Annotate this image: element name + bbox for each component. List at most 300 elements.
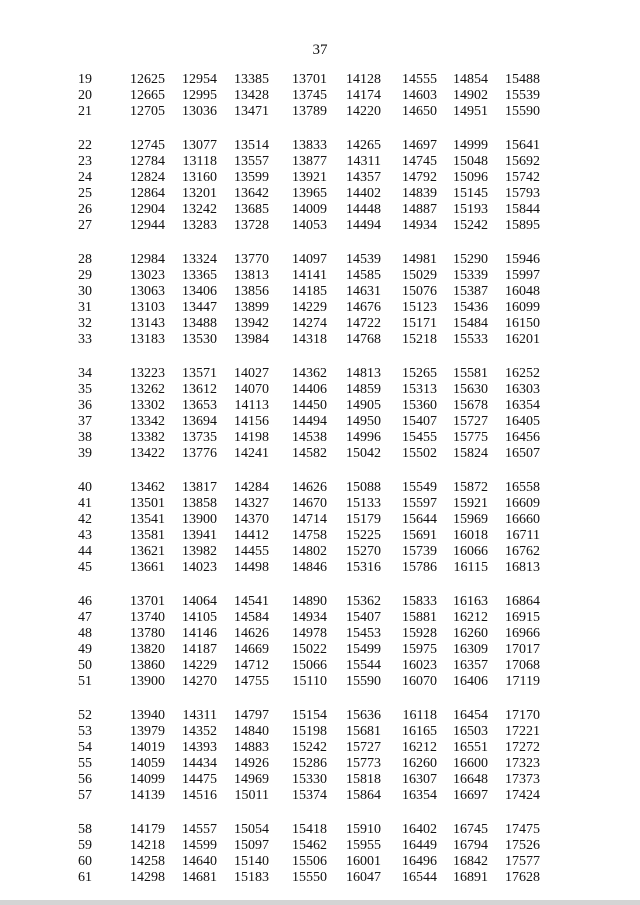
row-index-cell: 57 bbox=[78, 788, 92, 803]
value-cell: 15484 bbox=[453, 316, 488, 331]
value-cell: 15739 bbox=[402, 544, 437, 559]
value-cell: 14555 bbox=[402, 72, 437, 87]
value-cell: 15316 bbox=[346, 560, 381, 575]
value-cell: 16551 bbox=[453, 740, 488, 755]
value-cell: 17272 bbox=[505, 740, 540, 755]
value-cell: 13860 bbox=[130, 658, 165, 673]
value-cell: 13077 bbox=[182, 138, 217, 153]
value-cell: 15955 bbox=[346, 838, 381, 853]
value-cell: 14516 bbox=[182, 788, 217, 803]
value-cell: 14599 bbox=[182, 838, 217, 853]
value-cell: 14539 bbox=[346, 252, 381, 267]
value-cell: 15969 bbox=[453, 512, 488, 527]
value-cell: 14448 bbox=[346, 202, 381, 217]
value-cell: 13471 bbox=[234, 104, 269, 119]
value-cell: 14229 bbox=[292, 300, 327, 315]
row-index-cell: 28 bbox=[78, 252, 92, 267]
table-row bbox=[78, 560, 540, 576]
value-cell: 15644 bbox=[402, 512, 437, 527]
value-cell: 16449 bbox=[402, 838, 437, 853]
value-cell: 13382 bbox=[130, 430, 165, 445]
value-cell: 14584 bbox=[234, 610, 269, 625]
table-row bbox=[78, 854, 540, 870]
row-index-cell: 54 bbox=[78, 740, 92, 755]
group-spacer-cell bbox=[78, 804, 540, 822]
value-cell: 15183 bbox=[234, 870, 269, 885]
value-cell: 13701 bbox=[292, 72, 327, 87]
value-cell: 14999 bbox=[453, 138, 488, 153]
value-cell: 15636 bbox=[346, 708, 381, 723]
value-cell: 16864 bbox=[505, 594, 540, 609]
table-row bbox=[78, 202, 540, 218]
value-cell: 16118 bbox=[402, 708, 437, 723]
value-cell: 14070 bbox=[234, 382, 269, 397]
value-cell: 13813 bbox=[234, 268, 269, 283]
value-cell: 15242 bbox=[292, 740, 327, 755]
value-cell: 13063 bbox=[130, 284, 165, 299]
value-cell: 15313 bbox=[402, 382, 437, 397]
row-index-cell: 41 bbox=[78, 496, 92, 511]
value-cell: 16813 bbox=[505, 560, 540, 575]
value-cell: 16150 bbox=[505, 316, 540, 331]
value-cell: 16891 bbox=[453, 870, 488, 885]
value-cell: 12705 bbox=[130, 104, 165, 119]
group-spacer-cell bbox=[78, 348, 540, 366]
value-cell: 14839 bbox=[402, 186, 437, 201]
value-cell: 14996 bbox=[346, 430, 381, 445]
value-cell: 16966 bbox=[505, 626, 540, 641]
table-row bbox=[78, 870, 540, 886]
value-cell: 15133 bbox=[346, 496, 381, 511]
row-index-cell: 19 bbox=[78, 72, 92, 87]
row-index-cell: 33 bbox=[78, 332, 92, 347]
value-cell: 12995 bbox=[182, 88, 217, 103]
table-row bbox=[78, 218, 540, 234]
value-cell: 16354 bbox=[402, 788, 437, 803]
value-cell: 16018 bbox=[453, 528, 488, 543]
value-cell: 14802 bbox=[292, 544, 327, 559]
value-cell: 12954 bbox=[182, 72, 217, 87]
value-cell: 13728 bbox=[234, 218, 269, 233]
value-cell: 13514 bbox=[234, 138, 269, 153]
value-cell: 14009 bbox=[292, 202, 327, 217]
table-row bbox=[78, 72, 540, 88]
value-cell: 13735 bbox=[182, 430, 217, 445]
value-cell: 15110 bbox=[292, 674, 327, 689]
value-cell: 15997 bbox=[505, 268, 540, 283]
row-index-cell: 26 bbox=[78, 202, 92, 217]
value-cell: 13530 bbox=[182, 332, 217, 347]
value-cell: 14768 bbox=[346, 332, 381, 347]
value-cell: 16762 bbox=[505, 544, 540, 559]
value-cell: 13701 bbox=[130, 594, 165, 609]
table-row bbox=[78, 186, 540, 202]
value-cell: 16357 bbox=[453, 658, 488, 673]
value-cell: 14274 bbox=[292, 316, 327, 331]
table-row bbox=[78, 366, 540, 382]
row-index-cell: 36 bbox=[78, 398, 92, 413]
table-row bbox=[78, 708, 540, 724]
value-cell: 15270 bbox=[346, 544, 381, 559]
value-cell: 14402 bbox=[346, 186, 381, 201]
value-cell: 14311 bbox=[346, 154, 381, 169]
value-cell: 17628 bbox=[505, 870, 540, 885]
table-row bbox=[78, 626, 540, 642]
value-cell: 15242 bbox=[453, 218, 488, 233]
value-cell: 16115 bbox=[453, 560, 488, 575]
value-cell: 13501 bbox=[130, 496, 165, 511]
value-cell: 15218 bbox=[402, 332, 437, 347]
value-cell: 15179 bbox=[346, 512, 381, 527]
row-index-cell: 47 bbox=[78, 610, 92, 625]
value-cell: 14603 bbox=[402, 88, 437, 103]
value-cell: 14327 bbox=[234, 496, 269, 511]
value-cell: 16354 bbox=[505, 398, 540, 413]
value-cell: 15533 bbox=[453, 332, 488, 347]
value-cell: 16503 bbox=[453, 724, 488, 739]
value-cell: 14027 bbox=[234, 366, 269, 381]
value-cell: 16023 bbox=[402, 658, 437, 673]
value-cell: 15678 bbox=[453, 398, 488, 413]
table-row bbox=[78, 138, 540, 154]
table-row bbox=[78, 674, 540, 690]
value-cell: 16406 bbox=[453, 674, 488, 689]
value-cell: 16794 bbox=[453, 838, 488, 853]
row-index-cell: 25 bbox=[78, 186, 92, 201]
value-cell: 14846 bbox=[292, 560, 327, 575]
table-row bbox=[78, 316, 540, 332]
value-cell: 12944 bbox=[130, 218, 165, 233]
value-cell: 15096 bbox=[453, 170, 488, 185]
row-index-cell: 58 bbox=[78, 822, 92, 837]
value-cell: 15872 bbox=[453, 480, 488, 495]
value-cell: 13201 bbox=[182, 186, 217, 201]
value-cell: 16558 bbox=[505, 480, 540, 495]
value-cell: 14978 bbox=[292, 626, 327, 641]
value-cell: 14019 bbox=[130, 740, 165, 755]
value-cell: 15054 bbox=[234, 822, 269, 837]
value-cell: 14714 bbox=[292, 512, 327, 527]
value-cell: 15844 bbox=[505, 202, 540, 217]
table-row bbox=[78, 788, 540, 804]
value-cell: 14475 bbox=[182, 772, 217, 787]
value-cell: 15225 bbox=[346, 528, 381, 543]
table-row bbox=[78, 154, 540, 170]
value-cell: 16066 bbox=[453, 544, 488, 559]
value-cell: 16842 bbox=[453, 854, 488, 869]
table-row bbox=[78, 496, 540, 512]
value-cell: 14631 bbox=[346, 284, 381, 299]
table-body bbox=[78, 72, 540, 886]
value-cell: 16544 bbox=[402, 870, 437, 885]
value-cell: 16405 bbox=[505, 414, 540, 429]
row-index-cell: 23 bbox=[78, 154, 92, 169]
value-cell: 16402 bbox=[402, 822, 437, 837]
value-cell: 14185 bbox=[292, 284, 327, 299]
value-cell: 14758 bbox=[292, 528, 327, 543]
table-row bbox=[78, 332, 540, 348]
value-cell: 16915 bbox=[505, 610, 540, 625]
value-cell: 14950 bbox=[346, 414, 381, 429]
value-cell: 15590 bbox=[346, 674, 381, 689]
value-cell: 15290 bbox=[453, 252, 488, 267]
value-cell: 15198 bbox=[292, 724, 327, 739]
value-cell: 16165 bbox=[402, 724, 437, 739]
value-cell: 15692 bbox=[505, 154, 540, 169]
value-cell: 15581 bbox=[453, 366, 488, 381]
value-cell: 14113 bbox=[234, 398, 269, 413]
value-cell: 13740 bbox=[130, 610, 165, 625]
table-row bbox=[78, 822, 540, 838]
row-index-cell: 21 bbox=[78, 104, 92, 119]
value-cell: 13941 bbox=[182, 528, 217, 543]
row-index-cell: 32 bbox=[78, 316, 92, 331]
value-cell: 12784 bbox=[130, 154, 165, 169]
row-index-cell: 55 bbox=[78, 756, 92, 771]
group-spacer-cell bbox=[78, 462, 540, 480]
value-cell: 15793 bbox=[505, 186, 540, 201]
value-cell: 15597 bbox=[402, 496, 437, 511]
value-cell: 17170 bbox=[505, 708, 540, 723]
value-cell: 13877 bbox=[292, 154, 327, 169]
value-cell: 14981 bbox=[402, 252, 437, 267]
value-cell: 13118 bbox=[182, 154, 217, 169]
row-index-cell: 49 bbox=[78, 642, 92, 657]
table-row bbox=[78, 772, 540, 788]
data-table bbox=[78, 72, 540, 886]
row-index-cell: 60 bbox=[78, 854, 92, 869]
value-cell: 13406 bbox=[182, 284, 217, 299]
group-spacer bbox=[78, 804, 540, 822]
value-cell: 14626 bbox=[234, 626, 269, 641]
value-cell: 15462 bbox=[292, 838, 327, 853]
value-cell: 15786 bbox=[402, 560, 437, 575]
row-index-cell: 50 bbox=[78, 658, 92, 673]
row-index-cell: 45 bbox=[78, 560, 92, 575]
table-row bbox=[78, 658, 540, 674]
value-cell: 14146 bbox=[182, 626, 217, 641]
value-cell: 15590 bbox=[505, 104, 540, 119]
value-cell: 15123 bbox=[402, 300, 437, 315]
value-cell: 15145 bbox=[453, 186, 488, 201]
row-index-cell: 48 bbox=[78, 626, 92, 641]
value-cell: 13447 bbox=[182, 300, 217, 315]
row-index-cell: 37 bbox=[78, 414, 92, 429]
value-cell: 14141 bbox=[292, 268, 327, 283]
value-cell: 14541 bbox=[234, 594, 269, 609]
value-cell: 15549 bbox=[402, 480, 437, 495]
value-cell: 12824 bbox=[130, 170, 165, 185]
row-index-cell: 22 bbox=[78, 138, 92, 153]
value-cell: 14859 bbox=[346, 382, 381, 397]
value-cell: 13770 bbox=[234, 252, 269, 267]
value-cell: 15097 bbox=[234, 838, 269, 853]
table-row bbox=[78, 170, 540, 186]
value-cell: 15727 bbox=[346, 740, 381, 755]
value-cell: 16047 bbox=[346, 870, 381, 885]
value-cell: 13694 bbox=[182, 414, 217, 429]
row-index-cell: 39 bbox=[78, 446, 92, 461]
value-cell: 17526 bbox=[505, 838, 540, 853]
value-cell: 15140 bbox=[234, 854, 269, 869]
value-cell: 12984 bbox=[130, 252, 165, 267]
value-cell: 14105 bbox=[182, 610, 217, 625]
value-cell: 15455 bbox=[402, 430, 437, 445]
value-cell: 15436 bbox=[453, 300, 488, 315]
value-cell: 15011 bbox=[234, 788, 269, 803]
value-cell: 15824 bbox=[453, 446, 488, 461]
value-cell: 13302 bbox=[130, 398, 165, 413]
row-index-cell: 34 bbox=[78, 366, 92, 381]
group-spacer bbox=[78, 120, 540, 138]
value-cell: 17475 bbox=[505, 822, 540, 837]
value-cell: 15418 bbox=[292, 822, 327, 837]
value-cell: 16507 bbox=[505, 446, 540, 461]
group-spacer bbox=[78, 348, 540, 366]
value-cell: 15544 bbox=[346, 658, 381, 673]
table-row bbox=[78, 268, 540, 284]
value-cell: 15088 bbox=[346, 480, 381, 495]
value-cell: 16099 bbox=[505, 300, 540, 315]
row-index-cell: 61 bbox=[78, 870, 92, 885]
value-cell: 13780 bbox=[130, 626, 165, 641]
value-cell: 13900 bbox=[130, 674, 165, 689]
value-cell: 14139 bbox=[130, 788, 165, 803]
value-cell: 13342 bbox=[130, 414, 165, 429]
value-cell: 14357 bbox=[346, 170, 381, 185]
value-cell: 15022 bbox=[292, 642, 327, 657]
row-index-cell: 43 bbox=[78, 528, 92, 543]
row-index-cell: 52 bbox=[78, 708, 92, 723]
value-cell: 16048 bbox=[505, 284, 540, 299]
value-cell: 13940 bbox=[130, 708, 165, 723]
table-row bbox=[78, 544, 540, 560]
value-cell: 16745 bbox=[453, 822, 488, 837]
value-cell: 15048 bbox=[453, 154, 488, 169]
value-cell: 15539 bbox=[505, 88, 540, 103]
table-row bbox=[78, 642, 540, 658]
value-cell: 14926 bbox=[234, 756, 269, 771]
value-cell: 14498 bbox=[234, 560, 269, 575]
value-cell: 14318 bbox=[292, 332, 327, 347]
row-index-cell: 46 bbox=[78, 594, 92, 609]
value-cell: 13900 bbox=[182, 512, 217, 527]
value-cell: 14265 bbox=[346, 138, 381, 153]
group-spacer bbox=[78, 234, 540, 252]
value-cell: 14434 bbox=[182, 756, 217, 771]
row-index-cell: 38 bbox=[78, 430, 92, 445]
value-cell: 15506 bbox=[292, 854, 327, 869]
value-cell: 14969 bbox=[234, 772, 269, 787]
value-cell: 14681 bbox=[182, 870, 217, 885]
value-cell: 13776 bbox=[182, 446, 217, 461]
value-cell: 14494 bbox=[346, 218, 381, 233]
value-cell: 14887 bbox=[402, 202, 437, 217]
value-cell: 14840 bbox=[234, 724, 269, 739]
value-cell: 15864 bbox=[346, 788, 381, 803]
value-cell: 16163 bbox=[453, 594, 488, 609]
value-cell: 15928 bbox=[402, 626, 437, 641]
value-cell: 13820 bbox=[130, 642, 165, 657]
value-cell: 15330 bbox=[292, 772, 327, 787]
table-row bbox=[78, 398, 540, 414]
value-cell: 13642 bbox=[234, 186, 269, 201]
value-cell: 13143 bbox=[130, 316, 165, 331]
scan-artifact-line bbox=[0, 900, 640, 905]
value-cell: 15286 bbox=[292, 756, 327, 771]
row-index-cell: 40 bbox=[78, 480, 92, 495]
row-index-cell: 56 bbox=[78, 772, 92, 787]
value-cell: 16070 bbox=[402, 674, 437, 689]
value-cell: 14174 bbox=[346, 88, 381, 103]
value-cell: 16496 bbox=[402, 854, 437, 869]
value-cell: 14755 bbox=[234, 674, 269, 689]
value-cell: 13745 bbox=[292, 88, 327, 103]
value-cell: 15339 bbox=[453, 268, 488, 283]
value-cell: 14951 bbox=[453, 104, 488, 119]
table-row bbox=[78, 284, 540, 300]
value-cell: 14362 bbox=[292, 366, 327, 381]
value-cell: 14406 bbox=[292, 382, 327, 397]
value-cell: 16600 bbox=[453, 756, 488, 771]
value-cell: 13621 bbox=[130, 544, 165, 559]
value-cell: 15895 bbox=[505, 218, 540, 233]
value-cell: 15499 bbox=[346, 642, 381, 657]
value-cell: 14284 bbox=[234, 480, 269, 495]
value-cell: 16303 bbox=[505, 382, 540, 397]
table-row bbox=[78, 756, 540, 772]
table-row bbox=[78, 480, 540, 496]
value-cell: 15727 bbox=[453, 414, 488, 429]
value-cell: 15029 bbox=[402, 268, 437, 283]
value-cell: 15066 bbox=[292, 658, 327, 673]
value-cell: 14179 bbox=[130, 822, 165, 837]
value-cell: 14934 bbox=[292, 610, 327, 625]
value-cell: 13160 bbox=[182, 170, 217, 185]
row-index-cell: 20 bbox=[78, 88, 92, 103]
value-cell: 14229 bbox=[182, 658, 217, 673]
value-cell: 15360 bbox=[402, 398, 437, 413]
value-cell: 13023 bbox=[130, 268, 165, 283]
value-cell: 13685 bbox=[234, 202, 269, 217]
value-cell: 17119 bbox=[505, 674, 540, 689]
value-cell: 13942 bbox=[234, 316, 269, 331]
value-cell: 14218 bbox=[130, 838, 165, 853]
group-spacer-cell bbox=[78, 120, 540, 138]
value-cell: 17221 bbox=[505, 724, 540, 739]
value-cell: 13856 bbox=[234, 284, 269, 299]
value-cell: 14053 bbox=[292, 218, 327, 233]
value-cell: 14538 bbox=[292, 430, 327, 445]
value-cell: 15775 bbox=[453, 430, 488, 445]
value-cell: 15374 bbox=[292, 788, 327, 803]
value-cell: 17068 bbox=[505, 658, 540, 673]
value-cell: 14712 bbox=[234, 658, 269, 673]
table-row bbox=[78, 414, 540, 430]
table-row bbox=[78, 382, 540, 398]
row-index-cell: 30 bbox=[78, 284, 92, 299]
value-cell: 14128 bbox=[346, 72, 381, 87]
value-cell: 14640 bbox=[182, 854, 217, 869]
value-cell: 14352 bbox=[182, 724, 217, 739]
row-index-cell: 42 bbox=[78, 512, 92, 527]
table-row bbox=[78, 724, 540, 740]
value-cell: 15833 bbox=[402, 594, 437, 609]
value-cell: 13428 bbox=[234, 88, 269, 103]
value-cell: 14393 bbox=[182, 740, 217, 755]
value-cell: 17373 bbox=[505, 772, 540, 787]
value-cell: 13612 bbox=[182, 382, 217, 397]
